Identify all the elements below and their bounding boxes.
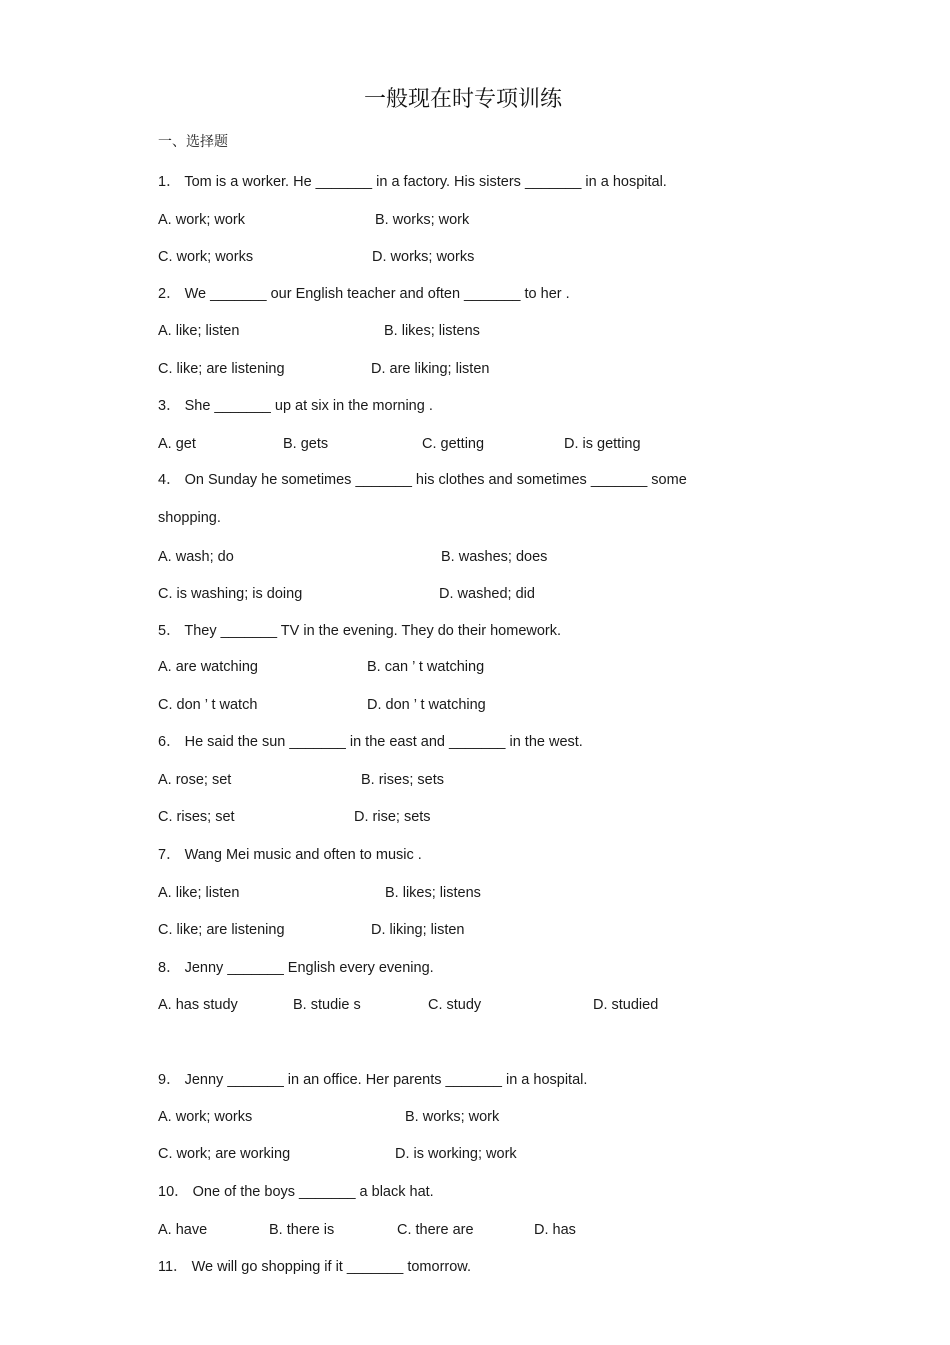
question-7: 7． Wang Mei music and often to music . (158, 847, 422, 863)
q2-option-c: C. like; are listening (158, 361, 285, 377)
q2-option-a: A. like; listen (158, 323, 240, 339)
q7-option-b: B. likes; listens (385, 885, 481, 901)
q3-option-a: A. get (158, 436, 196, 452)
q5-option-a: A. are watching (158, 659, 258, 675)
q10-option-d: D. has (534, 1222, 576, 1238)
q6-option-c: C. rises; set (158, 809, 235, 825)
q3-option-c: C. getting (422, 436, 485, 452)
question-4: 4． On Sunday he sometimes _______ his clothes and sometimes _______ some (158, 472, 687, 488)
q4-option-a: A. wash; do (158, 549, 234, 565)
q4-option-b: B. washes; does (441, 549, 548, 565)
q7-option-c: C. like; are listening (158, 922, 285, 938)
q3-option-b: B. gets (283, 436, 329, 452)
question-11: 11． We will go shopping if it _______ tomorrow. (158, 1259, 471, 1275)
q2-option-b: B. likes; listens (384, 323, 480, 339)
question-2: 2． We _______ our English teacher and often _______ to her . (158, 286, 570, 302)
q7-option-d: D. liking; listen (371, 922, 465, 938)
question-10: 10． One of the boys _______ a black hat. (158, 1184, 434, 1200)
q1-option-b: B. works; work (375, 212, 470, 228)
question-1: 1． Tom is a worker. He _______ in a factory. His sisters _______ in a hospital. (158, 174, 667, 190)
q7-option-a: A. like; listen (158, 885, 240, 901)
q1-option-d: D. works; works (372, 249, 475, 265)
question-4-continued: shopping. (158, 510, 221, 526)
question-5: 5． They _______ TV in the evening. They do their homework. (158, 623, 562, 639)
q4-option-c: C. is washing; is doing (158, 586, 303, 602)
q9-option-a: A. work; works (158, 1109, 253, 1125)
section-heading: 一、选择题 (158, 134, 228, 150)
q3-option-d: D. is getting (564, 436, 641, 452)
question-8: 8． Jenny _______ English every evening. (158, 960, 434, 976)
q8-option-c: C. study (428, 997, 482, 1013)
q8-option-a: A. has study (158, 997, 238, 1013)
q8-option-d: D. studied (593, 997, 659, 1013)
q10-option-a: A. have (158, 1222, 208, 1238)
document-title: 一般现在时专项训练 (363, 87, 562, 112)
q6-option-b: B. rises; sets (361, 772, 444, 788)
q5-option-d: D. don ’ t watching (367, 697, 486, 713)
question-3: 3． She _______ up at six in the morning . (158, 398, 433, 414)
q9-option-d: D. is working; work (395, 1146, 517, 1162)
q9-option-c: C. work; are working (158, 1146, 291, 1162)
q5-option-b: B. can ’ t watching (367, 659, 485, 675)
q4-option-d: D. washed; did (439, 586, 535, 602)
q1-option-c: C. work; works (158, 249, 254, 265)
q10-option-c: C. there are (397, 1222, 474, 1238)
q8-option-b: B. studie s (293, 997, 361, 1013)
q6-option-a: A. rose; set (158, 772, 232, 788)
question-6: 6． He said the sun _______ in the east and _______ in the west. (158, 734, 583, 750)
q10-option-b: B. there is (269, 1222, 335, 1238)
q5-option-c: C. don ’ t watch (158, 697, 258, 713)
q1-option-a: A. work; work (158, 212, 246, 228)
q2-option-d: D. are liking; listen (371, 361, 490, 377)
question-9: 9． Jenny _______ in an office. Her parents _______ in a hospital. (158, 1072, 588, 1088)
q9-option-b: B. works; work (405, 1109, 500, 1125)
q6-option-d: D. rise; sets (354, 809, 431, 825)
